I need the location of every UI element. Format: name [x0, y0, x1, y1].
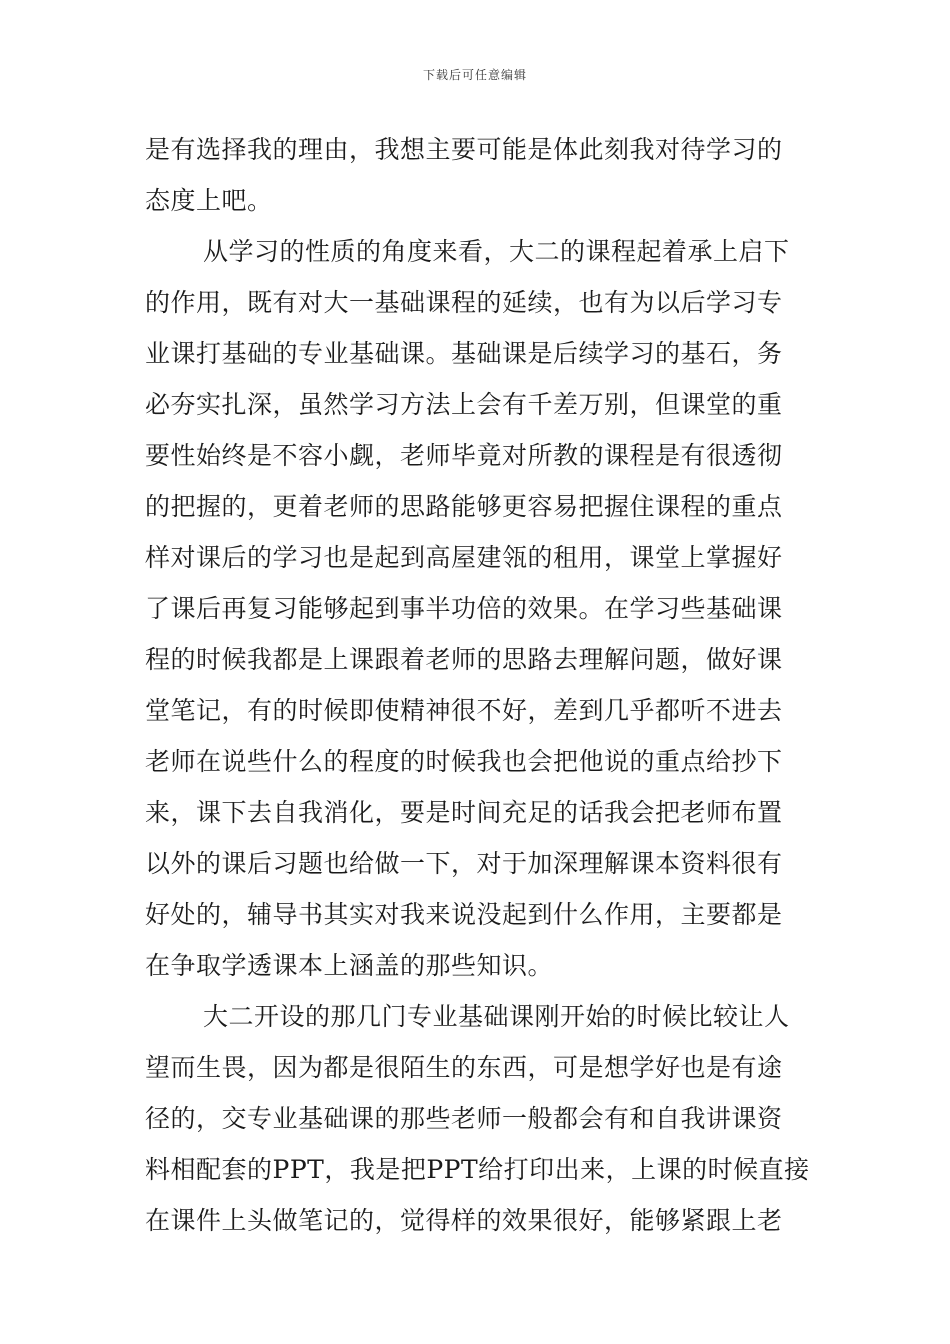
text-line: 的把握的，更着老师的思路能够更容易把握住课程的重点	[145, 492, 783, 521]
text-line: 从学习的性质的角度来看，大二的课程起着承上启下	[203, 237, 790, 266]
text-line: 的作用，既有对大一基础课程的延续，也有为以后学习专	[145, 288, 783, 317]
text-line: 程的时候我都是上课跟着老师的思路去理解问题，做好课	[145, 645, 783, 674]
paragraph-2	[145, 226, 807, 991]
text-line: 径的，交专业基础课的那些老师一般都会有和自我讲课资	[145, 1104, 783, 1133]
text-line: 来，课下去自我消化，要是时间充足的话我会把老师布置	[145, 798, 783, 827]
text-line: 大二开设的那几门专业基础课刚开始的时候比较让人	[203, 1002, 790, 1031]
text-line: 好处的，辅导书其实对我来说没起到什么作用，主要都是	[145, 900, 783, 929]
text-line: 是有选择我的理由，我想主要可能是体此刻我对待学习的	[145, 135, 783, 164]
text-line: 望而生畏，因为都是很陌生的东西，可是想学好也是有途	[145, 1053, 783, 1082]
text-line: 必夯实扎深，虽然学习方法上会有千差万别，但课堂的重	[145, 390, 783, 419]
text-line: 堂笔记，有的时候即使精神很不好，差到几乎都听不进去	[145, 696, 783, 725]
text-line: 要性始终是不容小觑，老师毕竟对所教的课程是有很透彻	[145, 441, 783, 470]
text-line: 态度上吧。	[145, 186, 273, 215]
paragraph-3	[145, 991, 810, 1246]
text-line: 老师在说些什么的程度的时候我也会把他说的重点给抄下	[145, 747, 783, 776]
text-line: 在争取学透课本上涵盖的那些知识。	[145, 951, 554, 980]
document-body	[145, 124, 810, 1246]
text-line: 样对课后的学习也是起到高屋建瓴的租用，课堂上掌握好	[145, 543, 783, 572]
text-line: 料相配套的PPT，我是把PPT给打印出来，上课的时候直接	[145, 1155, 810, 1184]
text-line: 了课后再复习能够起到事半功倍的效果。在学习些基础课	[145, 594, 783, 623]
page-header: 下载后可任意编辑	[422, 68, 527, 82]
text-line: 业课打基础的专业基础课。基础课是后续学习的基石，务	[145, 339, 783, 368]
paragraph-1	[145, 124, 807, 226]
text-line: 在课件上头做笔记的，觉得样的效果很好，能够紧跟上老	[145, 1206, 783, 1235]
text-line: 以外的课后习题也给做一下，对于加深理解课本资料很有	[145, 849, 783, 878]
